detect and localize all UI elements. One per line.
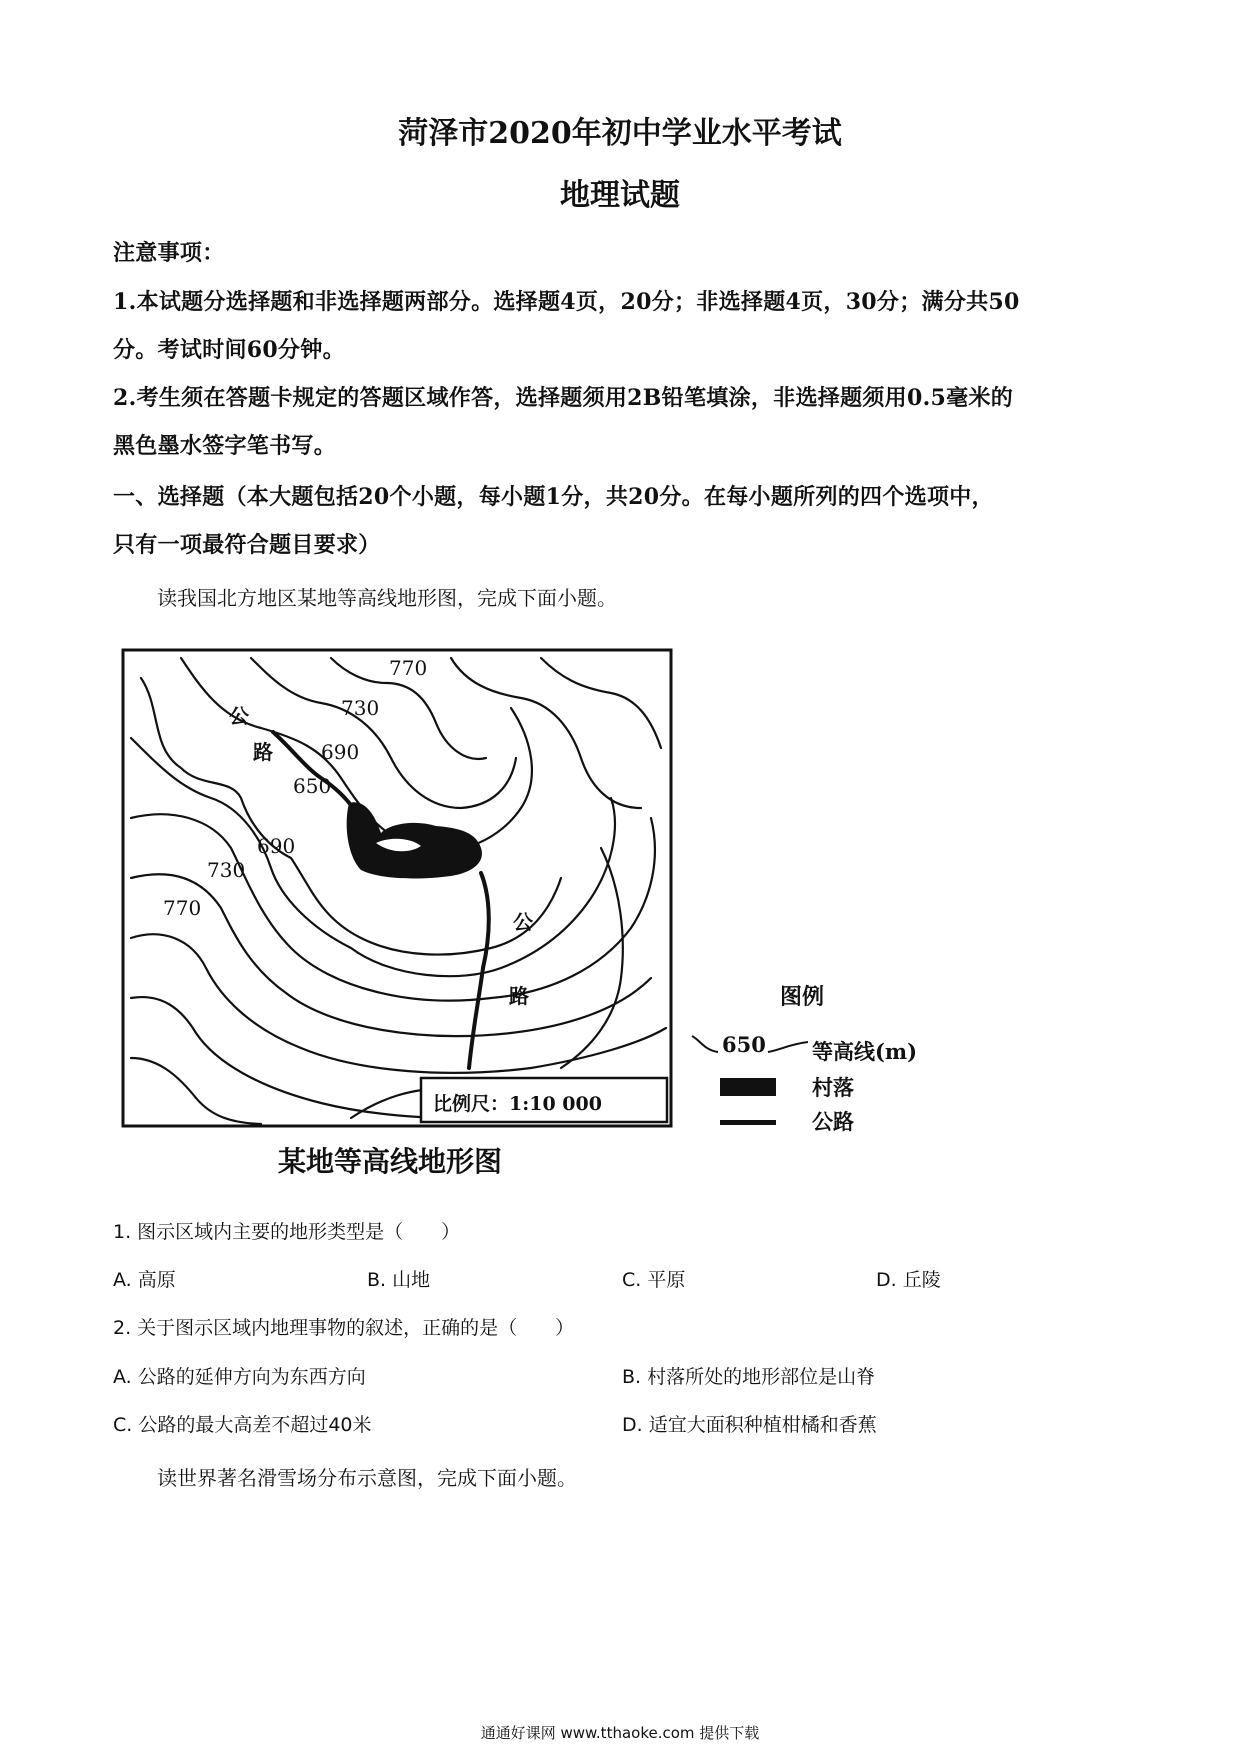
legend-title: 图例 [780, 984, 825, 1010]
notice-item-2-line-2: 黑色墨水签字笔书写。 [113, 433, 337, 459]
contour-label-690-left: 690 [257, 834, 296, 858]
map-scale: 比例尺：1:10 000 [433, 1093, 602, 1115]
map-caption: 某地等高线地形图 [278, 1145, 503, 1178]
question-group-intro-2: 读世界著名滑雪场分布示意图，完成下面小题。 [157, 1466, 577, 1490]
notice-item-2-line-1: 2.考生须在答题卡规定的答题区域作答，选择题须用2B铅笔填涂，非选择题须用0.5毫米的 [113, 385, 1014, 411]
contour-label-730-top: 730 [341, 696, 380, 720]
page-footer: 通通好课网 www.tthaoke.com 提供下载 [480, 1724, 760, 1742]
question-2-option-b: B. 村落所处的地形部位是山脊 [622, 1366, 876, 1388]
contour-label-650: 650 [293, 774, 332, 798]
section-1-heading-line-1: 一、选择题（本大题包括20个小题，每小题1分，共20分。在每小题所列的四个选项中， [113, 484, 994, 510]
contour-map [121, 648, 673, 1128]
section-1-heading-line-2: 只有一项最符合题目要求） [113, 532, 381, 558]
question-group-intro-1: 读我国北方地区某地等高线地形图，完成下面小题。 [157, 586, 617, 610]
question-1-option-a: A. 高原 [113, 1269, 176, 1291]
legend-contour-symbol [690, 1030, 810, 1060]
exam-subject: 地理试题 [560, 178, 680, 213]
road-label-1-a: 公 [229, 704, 249, 728]
exam-title: 菏泽市2020年初中学业水平考试 [398, 116, 842, 151]
legend-village-label: 村落 [812, 1075, 854, 1100]
contour-map-drawing [121, 648, 673, 1128]
legend-road-label: 公路 [812, 1109, 854, 1134]
legend-village-symbol [720, 1078, 776, 1096]
road-label-2-a: 公 [513, 910, 533, 934]
question-1-stem: 1. 图示区域内主要的地形类型是（ ） [113, 1221, 461, 1243]
contour-label-690-top: 690 [321, 740, 360, 764]
notice-heading: 注意事项： [113, 240, 225, 266]
question-1-option-c: C. 平原 [622, 1269, 686, 1291]
road-label-2-b: 路 [509, 984, 529, 1008]
notice-item-1-line-1: 1.本试题分选择题和非选择题两部分。选择题4页，20分；非选择题4页，30分；满分共50 [113, 289, 1020, 315]
notice-item-1-line-2: 分。考试时间60分钟。 [113, 337, 345, 363]
contour-label-730-left: 730 [207, 858, 246, 882]
question-2-option-a: A. 公路的延伸方向为东西方向 [113, 1366, 366, 1388]
question-2-stem: 2. 关于图示区域内地理事物的叙述，正确的是（ ） [113, 1317, 575, 1339]
legend-road-symbol [720, 1120, 776, 1125]
contour-label-770-top: 770 [389, 656, 428, 680]
legend-contour-value: 650 [722, 1032, 766, 1057]
question-1-option-d: D. 丘陵 [876, 1269, 941, 1291]
contour-label-770-left: 770 [163, 896, 202, 920]
legend-contour-label: 等高线(m) [812, 1039, 918, 1064]
question-1-option-b: B. 山地 [367, 1269, 431, 1291]
road-label-1-b: 路 [253, 740, 273, 764]
question-2-option-c: C. 公路的最大高差不超过40米 [113, 1414, 372, 1436]
question-2-option-d: D. 适宜大面积种植柑橘和香蕉 [622, 1414, 877, 1436]
